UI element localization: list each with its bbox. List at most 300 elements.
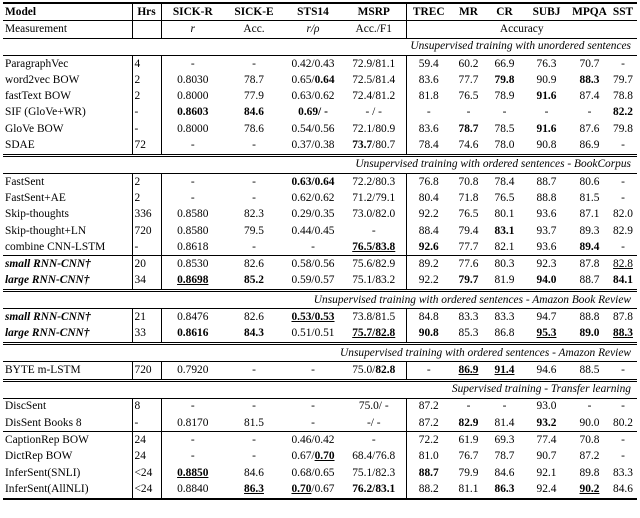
cell-sick-r: - (190, 450, 195, 463)
cell-sts14 (284, 449, 342, 465)
cell-subj: 91.6 (536, 122, 557, 135)
table-row (3, 449, 637, 465)
cell-mr: - (466, 106, 471, 119)
col-header-cr: CR (486, 3, 523, 21)
cell-sts14: 0.53/0.53 (284, 309, 342, 326)
header-row (3, 3, 637, 21)
cell-trec: 87.2 (406, 398, 451, 415)
table-row (3, 415, 637, 432)
cell-mr: 61.9 (451, 432, 486, 449)
cell-msrp-part-b: /80.7 (372, 139, 396, 152)
cell-msrp: -/ - (342, 415, 406, 432)
cell-sick-e: 85.2 (244, 274, 264, 287)
cell-trec: 72.2 (406, 432, 451, 449)
cell-sts14: 0.51/0.51 (291, 327, 335, 340)
cell-sick-r: 0.8698 (177, 274, 209, 287)
cell-sick-r: - (161, 432, 224, 449)
cell-mr: 81.1 (451, 481, 486, 498)
cell-msrp-part-b: 82.8 (375, 363, 396, 376)
table-row (3, 481, 637, 498)
cell-model: InferSent(SNLI) (3, 465, 132, 481)
cell-mpqa: 86.9 (579, 139, 600, 152)
cell-cr: 80.3 (486, 256, 523, 273)
cell-sick-r: 0.8580 (177, 224, 209, 237)
cell-trec: 78.4 (418, 139, 439, 152)
cell-cr: 91.4 (486, 362, 523, 380)
cell-sick-e: 78.7 (244, 73, 264, 86)
cell-mpqa: 87.2 (579, 450, 600, 463)
cell-mpqa: 89.0 (579, 327, 600, 340)
cell-subj: 95.3 (536, 327, 557, 340)
table-row (3, 190, 637, 206)
cell-trec: - (426, 106, 431, 119)
cell-mr: 71.8 (458, 191, 479, 204)
cell-mr: 79.4 (458, 224, 479, 237)
cell-subj: 92.3 (523, 256, 570, 273)
table-row (3, 398, 637, 415)
cell-hrs: 4 (132, 55, 161, 72)
cell-trec: 89.2 (406, 256, 451, 273)
cell-cr: 78.7 (494, 450, 515, 463)
cell-sick-r: 0.8476 (161, 309, 224, 326)
cell-sst: 79.8 (613, 122, 633, 135)
cell-sst: - (621, 240, 625, 253)
cell-mr: 60.2 (451, 55, 486, 72)
cell-trec: 87.2 (418, 416, 439, 429)
col-header-sst: SST (609, 3, 637, 21)
cell-trec: 92.6 (418, 240, 439, 253)
cell-mpqa: 88.5 (570, 362, 609, 380)
cell-cr: 83.1 (494, 224, 515, 237)
cell-subj: 90.7 (536, 450, 557, 463)
section-row (3, 380, 637, 398)
cell-hrs: 21 (132, 309, 161, 326)
cell-sick-e: - (252, 139, 256, 152)
cell-subj: 91.6 (536, 90, 557, 103)
cell-sts14: 0.63/0.62 (291, 90, 335, 103)
cell-subj: - (544, 106, 549, 119)
cell-trec: 88.7 (418, 466, 439, 479)
cell-sts14: - (311, 240, 315, 253)
table-row (3, 326, 637, 344)
cell-msrp: 68.4/76.8 (342, 449, 406, 465)
cell-mpqa: 88.7 (579, 274, 600, 287)
cell-subj: 92.4 (523, 481, 570, 498)
cell-sick-r: - (161, 55, 224, 72)
section-title: Unsupervised training with ordered sentences - Amazon Review (3, 343, 637, 361)
cell-sick-e: 86.3 (224, 481, 284, 498)
cell-model: SIF (GloVe+WR) (3, 105, 132, 121)
measurement-sick-r: r (161, 21, 224, 38)
cell-sick-r: 0.8603 (177, 106, 209, 119)
cell-msrp: 75.6/82.9 (342, 256, 406, 273)
cell-trec: 88.4 (418, 224, 439, 237)
cell-mpqa: 87.8 (570, 256, 609, 273)
cell-sts14-part-b: /0.67 (311, 482, 335, 495)
cell-hrs: 33 (132, 326, 161, 344)
section-title: Unsupervised training with ordered sentences - Amazon Book Review (3, 291, 637, 309)
cell-sts14: 0.68/0.65 (291, 466, 335, 479)
cell-sts14: 0.42/0.43 (284, 55, 342, 72)
cell-sts14: 0.44/0.45 (291, 224, 335, 237)
cell-model: word2vec BOW (3, 72, 132, 88)
section-row (3, 38, 637, 55)
cell-mr: 77.7 (458, 240, 479, 253)
cell-model: FastSent+AE (3, 190, 132, 206)
cell-mpqa: 80.6 (570, 173, 609, 190)
cell-model: Skip-thought+LN (3, 223, 132, 239)
table-row (3, 309, 637, 326)
cell-hrs: 2 (132, 173, 161, 190)
cell-trec: 90.8 (418, 327, 439, 340)
cell-trec: 81.0 (418, 450, 439, 463)
col-header-msrp: MSRP (342, 3, 406, 21)
cell-sst: 82.2 (613, 106, 633, 119)
cell-msrp: 72.4/81.2 (342, 88, 406, 104)
cell-mpqa: 89.3 (579, 224, 600, 237)
cell-mpqa: 89.8 (579, 466, 600, 479)
cell-sick-e: 78.6 (244, 122, 264, 135)
cell-sst: 78.8 (613, 90, 633, 103)
cell-mr: 85.3 (458, 327, 479, 340)
cell-model: DisSent Books 8 (3, 415, 132, 432)
cell-mpqa: 87.6 (579, 122, 600, 135)
section-row (3, 343, 637, 361)
cell-mpqa: 70.7 (570, 55, 609, 72)
cell-cr: - (502, 106, 507, 119)
cell-sst: - (621, 191, 625, 204)
cell-mr: 83.3 (451, 309, 486, 326)
section-title: Unsupervised training with ordered sentences - BookCorpus (3, 155, 637, 173)
cell-hrs: 72 (132, 137, 161, 155)
cell-model: combine CNN-LSTM (3, 239, 132, 256)
cell-sst: - (609, 173, 637, 190)
cell-sts14: 0.58/0.56 (284, 256, 342, 273)
table-row (3, 273, 637, 291)
cell-cr: 79.8 (494, 73, 515, 86)
cell-sts14: 0.54/0.56 (291, 122, 335, 135)
cell-subj: 88.7 (523, 173, 570, 190)
cell-subj: 93.7 (536, 224, 557, 237)
cell-sick-r: 0.8580 (177, 208, 209, 221)
cell-subj: 93.0 (523, 398, 570, 415)
cell-msrp-part-a: 75.0/ (352, 363, 376, 376)
cell-sst: 82.8 (609, 256, 637, 273)
cell-sts14: 0.63/0.64 (284, 173, 342, 190)
cell-model: Skip-thoughts (3, 207, 132, 223)
cell-cr: 78.5 (494, 122, 515, 135)
cell-sst: - (621, 450, 625, 463)
measurement-msrp: Acc./F1 (342, 21, 406, 38)
cell-sick-e: 84.6 (244, 466, 264, 479)
cell-subj: 90.8 (536, 139, 557, 152)
cell-sts14-part-b: 0.70 (314, 450, 335, 463)
cell-cr: 80.1 (494, 208, 515, 221)
measurement-label: Measurement (3, 21, 132, 38)
cell-cr: 78.4 (486, 173, 523, 190)
cell-mr: 79.7 (458, 274, 479, 287)
table-row (3, 121, 637, 137)
table-row (3, 223, 637, 239)
cell-sick-e: 79.5 (244, 224, 264, 237)
cell-sick-r: 0.8618 (177, 240, 209, 253)
cell-trec: 83.6 (418, 122, 439, 135)
table-body (3, 38, 637, 499)
cell-sick-e: 82.3 (244, 208, 264, 221)
cell-subj: 77.4 (523, 432, 570, 449)
cell-hrs: 8 (132, 398, 161, 415)
cell-subj: 93.2 (536, 416, 557, 429)
col-header-model: Model (3, 3, 132, 21)
cell-mpqa: 90.2 (570, 481, 609, 498)
cell-sst: - (609, 398, 637, 415)
cell-mr: 77.7 (458, 73, 479, 86)
cell-cr: 84.6 (494, 466, 515, 479)
cell-hrs: <24 (132, 465, 161, 481)
cell-hrs: - (132, 121, 161, 137)
cell-mpqa: 90.0 (579, 416, 600, 429)
cell-sick-r: 0.8616 (177, 327, 209, 340)
cell-sick-e: - (224, 55, 284, 72)
cell-sts14-part-a: 0.70 (291, 482, 312, 495)
cell-sick-e: 82.6 (224, 309, 284, 326)
cell-sick-e: - (224, 173, 284, 190)
cell-hrs: - (132, 105, 161, 121)
cell-msrp-part-a: 73.7 (352, 139, 373, 152)
cell-sts14: - (284, 362, 342, 380)
cell-sick-r: - (161, 398, 224, 415)
cell-subj: 93.6 (536, 208, 557, 221)
cell-cr: 81.9 (494, 274, 515, 287)
cell-model: BYTE m-LSTM (3, 362, 132, 380)
cell-subj: 94.0 (536, 274, 557, 287)
cell-model: GloVe BOW (3, 121, 132, 137)
cell-trec: 88.2 (406, 481, 451, 498)
cell-sst: 79.7 (613, 73, 633, 86)
cell-mpqa: 81.5 (579, 191, 600, 204)
cell-sick-r: 0.8000 (177, 122, 209, 135)
cell-hrs: 2 (132, 88, 161, 104)
cell-sts14: 0.59/0.57 (291, 274, 335, 287)
table-row (3, 88, 637, 104)
cell-cr: - (486, 398, 523, 415)
cell-mpqa: 87.4 (579, 90, 600, 103)
cell-model: InferSent(AllNLI) (3, 481, 132, 498)
table-row (3, 173, 637, 190)
cell-model: fastText BOW (3, 88, 132, 104)
cell-mr: 76.5 (458, 208, 479, 221)
cell-model: large RNN-CNN† (3, 326, 132, 344)
cell-subj: 94.6 (523, 362, 570, 380)
cell-mr: 82.9 (458, 416, 479, 429)
cell-mr: 76.5 (458, 90, 479, 103)
table-row (3, 207, 637, 223)
cell-mr: 78.7 (458, 122, 479, 135)
cell-hrs: 2 (132, 72, 161, 88)
cell-sst: 84.1 (613, 274, 633, 287)
cell-msrp: 71.2/79.1 (342, 190, 406, 206)
cell-mpqa: 89.4 (579, 240, 600, 253)
cell-sick-e: - (224, 362, 284, 380)
cell-sts14: 0.37/0.38 (291, 139, 335, 152)
cell-cr: 76.5 (494, 191, 515, 204)
cell-mpqa: 88.3 (579, 73, 600, 86)
cell-hrs: - (132, 415, 161, 432)
table-row (3, 239, 637, 256)
cell-subj: 76.3 (523, 55, 570, 72)
cell-hrs: - (132, 239, 161, 256)
section-row (3, 155, 637, 173)
cell-mpqa: 70.8 (570, 432, 609, 449)
cell-model: CaptionRep BOW (3, 432, 132, 449)
cell-hrs: 34 (132, 273, 161, 291)
section-row (3, 291, 637, 309)
cell-subj: 88.8 (536, 191, 557, 204)
section-title: Unsupervised training with unordered sentences (3, 38, 637, 55)
cell-msrp (342, 362, 406, 380)
col-header-trec: TREC (406, 3, 451, 21)
table-row (3, 465, 637, 481)
cell-sst: - (609, 432, 637, 449)
cell-sst: 87.8 (609, 309, 637, 326)
measurement-hrs (132, 21, 161, 38)
table-row (3, 362, 637, 380)
cell-trec: 84.8 (406, 309, 451, 326)
table-row (3, 105, 637, 121)
cell-cr: 69.3 (486, 432, 523, 449)
cell-trec: 80.4 (418, 191, 439, 204)
cell-mpqa: - (570, 398, 609, 415)
cell-msrp: 75.1/83.2 (342, 273, 406, 291)
cell-cr: 78.0 (494, 139, 515, 152)
cell-msrp: - (342, 432, 406, 449)
cell-mpqa: 88.8 (570, 309, 609, 326)
cell-sick-r: 0.7920 (161, 362, 224, 380)
cell-hrs: 2 (132, 190, 161, 206)
cell-cr: 83.3 (486, 309, 523, 326)
cell-mr: 86.9 (451, 362, 486, 380)
col-header-sts14: STS14 (284, 3, 342, 21)
cell-subj: 94.7 (523, 309, 570, 326)
cell-sst: 82.0 (613, 208, 633, 221)
cell-sst: 80.2 (613, 416, 633, 429)
cell-msrp: 75.7/82.8 (342, 326, 406, 344)
cell-model: FastSent (3, 173, 132, 190)
cell-cr: 86.3 (486, 481, 523, 498)
cell-sst: - (609, 55, 637, 72)
cell-sst: 83.3 (613, 466, 633, 479)
cell-sick-e: 84.3 (244, 327, 264, 340)
cell-hrs: 24 (132, 449, 161, 465)
cell-sick-e: - (224, 432, 284, 449)
cell-sick-r: 0.8530 (161, 256, 224, 273)
measurement-sick-e: Acc. (224, 21, 284, 38)
cell-subj: 90.9 (536, 73, 557, 86)
cell-model: DiscSent (3, 398, 132, 415)
results-table (3, 2, 637, 500)
cell-sick-e: - (252, 240, 256, 253)
cell-mr: 79.9 (458, 466, 479, 479)
cell-sst: 88.3 (613, 327, 633, 340)
cell-model: small RNN-CNN† (3, 256, 132, 273)
cell-trec: - (406, 362, 451, 380)
measurement-accuracy: Accuracy (406, 21, 637, 38)
cell-trec: 83.6 (418, 73, 439, 86)
cell-model: large RNN-CNN† (3, 273, 132, 291)
cell-msrp (342, 137, 406, 155)
cell-cr: 66.9 (486, 55, 523, 72)
cell-sick-r: 0.8850 (177, 466, 209, 479)
col-header-sick-e: SICK-E (224, 3, 284, 21)
cell-mpqa: 87.1 (579, 208, 600, 221)
cell-subj: 92.1 (536, 466, 557, 479)
cell-sick-r: - (161, 173, 224, 190)
cell-model: ParagraphVec (3, 55, 132, 72)
cell-trec: 59.4 (406, 55, 451, 72)
col-header-sick-r: SICK-R (161, 3, 224, 21)
cell-mr: - (451, 398, 486, 415)
cell-mr: 76.7 (458, 450, 479, 463)
cell-msrp: 72.1/80.9 (342, 121, 406, 137)
cell-model: DictRep BOW (3, 449, 132, 465)
cell-hrs: <24 (132, 481, 161, 498)
cell-sts14: - (311, 416, 315, 429)
cell-sick-e: 84.6 (244, 106, 264, 119)
cell-hrs: 720 (132, 362, 161, 380)
results-table-container (3, 2, 637, 500)
cell-sick-e: 82.6 (224, 256, 284, 273)
cell-sick-r: - (190, 191, 195, 204)
cell-model: small RNN-CNN† (3, 309, 132, 326)
cell-msrp: 73.8/81.5 (342, 309, 406, 326)
cell-sick-r: 0.8840 (161, 481, 224, 498)
section-title: Supervised training - Transfer learning (3, 380, 637, 398)
cell-msrp: 76.5/83.8 (342, 239, 406, 256)
cell-cr: 86.8 (494, 327, 515, 340)
cell-sts14 (284, 72, 342, 88)
cell-msrp: 75.0/ - (342, 398, 406, 415)
cell-sts14-part-a: 0.67/ (291, 450, 315, 463)
cell-msrp: - (342, 223, 406, 239)
cell-trec: 81.8 (418, 90, 439, 103)
cell-sts14: 0.46/0.42 (284, 432, 342, 449)
cell-mr: 77.6 (451, 256, 486, 273)
cell-sick-r: 0.8000 (177, 90, 209, 103)
cell-msrp: 72.5/81.4 (342, 72, 406, 88)
cell-cr: 81.4 (494, 416, 515, 429)
cell-sts14-part-b: 0.64 (314, 73, 335, 86)
cell-msrp: 72.2/80.3 (342, 173, 406, 190)
cell-model: SDAE (3, 137, 132, 155)
cell-sick-r: 0.8170 (177, 416, 209, 429)
cell-cr: 78.9 (494, 90, 515, 103)
table-row (3, 55, 637, 72)
cell-sst: - (621, 139, 625, 152)
col-header-subj: SUBJ (523, 3, 570, 21)
cell-hrs: 336 (132, 207, 161, 223)
col-header-mpqa: MPQA (570, 3, 609, 21)
cell-sst: - (609, 362, 637, 380)
measurement-row (3, 21, 637, 38)
cell-sick-r: 0.8030 (177, 73, 209, 86)
cell-hrs: 24 (132, 432, 161, 449)
cell-hrs: 20 (132, 256, 161, 273)
table-row (3, 256, 637, 273)
cell-sick-e: - (252, 450, 256, 463)
cell-sts14: 0.69/ - (298, 106, 328, 119)
cell-sick-e: 81.5 (244, 416, 264, 429)
col-header-mr: MR (451, 3, 486, 21)
